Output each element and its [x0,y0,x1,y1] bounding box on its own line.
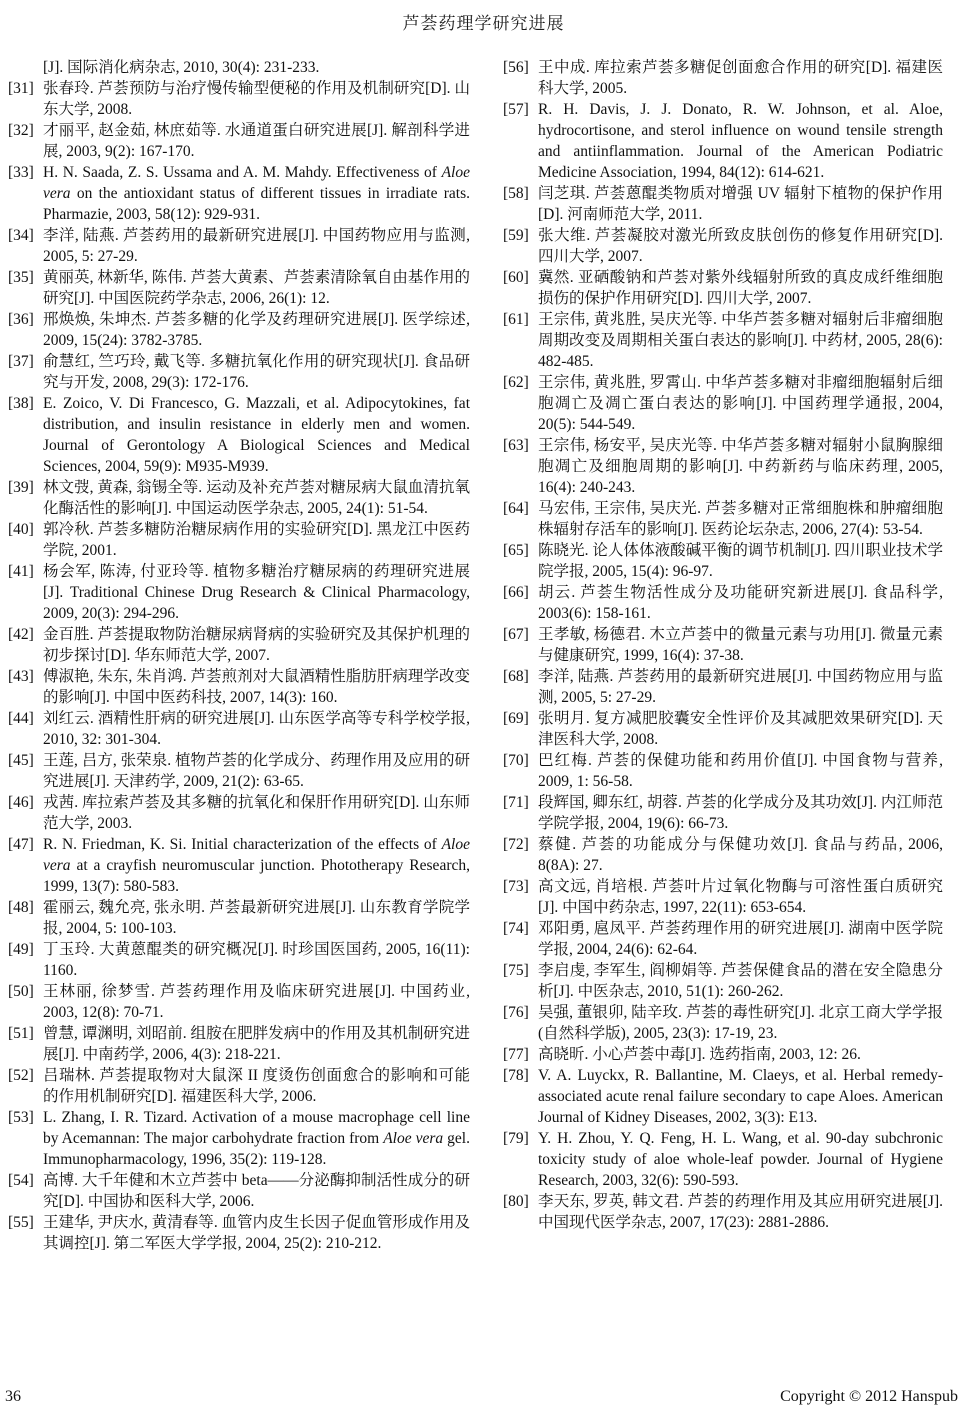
reference-number: [80] [503,1193,529,1210]
reference-entry [503,708,943,750]
reference-text: 张大维. 芦荟凝胶对激光所致皮肤创伤的修复作用研究[D]. 四川大学, 2007. [538,227,943,265]
reference-entry [503,498,943,540]
reference-text: 李启虔, 李军生, 阎柳娟等. 芦荟保健食品的潜在安全隐患分析[J]. 中医杂志, 2010, 51(1): 260-262. [538,962,943,1000]
reference-text: 曾慧, 谭渊明, 刘昭前. 组胺在肥胖发病中的作用及其机制研究进展[J]. 中南药学, 2006, 4(3): 218-221. [43,1025,470,1063]
reference-number: [58] [503,185,529,202]
reference-number: [62] [503,374,529,391]
reference-entry [8,225,470,267]
reference-text: 高文远, 肖培根. 芦荟叶片过氧化物酶与可溶性蛋白质研究[J]. 中国中药杂志, 1997, 22(11): 653-654. [538,878,943,916]
reference-number: [59] [503,227,529,244]
reference-entry [8,834,470,897]
reference-text: 胡云. 芦荟生物活性成分及功能研究新进展[J]. 食品科学, 2003(6): 158-161. [538,584,943,622]
reference-number: [45] [8,752,34,769]
reference-text: 傅淑艳, 朱东, 朱肖鸿. 芦荟煎剂对大鼠酒精性脂肪肝病理学改变的影响[J]. 中国中医药科技, 2007, 14(3): 160. [43,668,470,706]
reference-entry [8,1023,470,1065]
reference-number: [50] [8,983,34,1000]
reference-entry [503,876,943,918]
reference-number: [34] [8,227,34,244]
reference-number: [31] [8,80,34,97]
reference-number: [51] [8,1025,34,1042]
reference-entry [8,393,470,477]
reference-text: 张春玲. 芦荟预防与治疗慢传输型便秘的作用及机制研究[D]. 山东大学, 2008. [43,80,470,118]
reference-number: [68] [503,668,529,685]
reference-text: 王孝敏, 杨德君. 木立芦荟中的微量元素与功用[J]. 微量元素与健康研究, 1999, 16(4): 37-38. [538,626,943,664]
reference-text: H. N. Saada, Z. S. Ussama and A. M. Mahdy. Effectiveness of Aloe vera on the antioxidant status of different tissues in irradiate rats. Pharmazie, 2003, 58(12): 929-931. [43,164,470,223]
reference-text: 俞慧红, 竺巧玲, 戴飞等. 多糖抗氧化作用的研究现状[J]. 食品研究与开发, 2008, 29(3): 172-176. [43,353,470,391]
reference-entry [8,750,470,792]
reference-entry [8,981,470,1023]
reference-entry [8,309,470,351]
reference-entry [8,477,470,519]
reference-text: 冀然. 亚硒酸钠和芦荟对紫外线辐射所致的真皮成纤维细胞损伤的保护作用研究[D]. 四川大学, 2007. [538,269,943,307]
reference-entry [503,183,943,225]
reference-number: [69] [503,710,529,727]
reference-number: [53] [8,1109,34,1126]
reference-number: [71] [503,794,529,811]
reference-entry [503,834,943,876]
footer-page-number: 36 [5,1388,21,1405]
references-column-left [8,57,470,1254]
reference-text: 李天东, 罗英, 韩文君. 芦荟的药理作用及其应用研究进展[J]. 中国现代医学杂志, 2007, 17(23): 2881-2886. [538,1193,943,1231]
reference-text: 巴红梅. 芦荟的保健功能和药用价值[J]. 中国食物与营养, 2009, 1: 56-58. [538,752,943,790]
reference-entry [503,99,943,183]
reference-number: [78] [503,1067,529,1084]
reference-text: 吕瑞林. 芦荟提取物对大鼠深 II 度烫伤创面愈合的影响和可能的作用机制研究[D]. 福建医科大学, 2006. [43,1067,470,1105]
references-section [8,57,943,1254]
reference-number: [39] [8,479,34,496]
reference-number: [60] [503,269,529,286]
reference-text: L. Zhang, I. R. Tizard. Activation of a mouse macrophage cell line by Acemannan: The major carbohydrate fraction from Aloe vera gel. Immunopharmacology, 1996, 35(2): 119-128. [43,1109,470,1168]
reference-text: 金百胜. 芦荟提取物防治糖尿病肾病的实验研究及其保护机理的初步探讨[D]. 华东师范大学, 2007. [43,626,470,664]
reference-number: [76] [503,1004,529,1021]
reference-text: 刘红云. 酒精性肝病的研究进展[J]. 山东医学高等专科学校学报, 2010, 32: 301-304. [43,710,470,748]
reference-text: 闫芝琪. 芦荟蒽醌类物质对增强 UV 辐射下植物的保护作用[D]. 河南师范大学, 2011. [538,185,943,223]
reference-entry [8,120,470,162]
reference-text: 黄丽英, 林新华, 陈伟. 芦荟大黄素、芦荟素清除氧自由基作用的研究[J]. 中国医院药学杂志, 2006, 26(1): 12. [43,269,470,307]
reference-number: [43] [8,668,34,685]
reference-text: 吴强, 董银卯, 陆辛玫. 芦荟的毒性研究[J]. 北京工商大学学报(自然科学版), 2005, 23(3): 17-19, 23. [538,1004,943,1042]
reference-entry [8,162,470,225]
reference-text: 王莲, 吕方, 张荣泉. 植物芦荟的化学成分、药理作用及应用的研究进展[J]. 天津药学, 2009, 21(2): 63-65. [43,752,470,790]
reference-entry [503,372,943,435]
reference-number: [66] [503,584,529,601]
reference-entry [503,1128,943,1191]
reference-text: R. N. Friedman, K. Si. Initial characterization of the effects of Aloe vera at a crayfish neuromuscular junction. Phototherapy Research, 1999, 13(7): 580-583. [43,836,470,895]
reference-text: 王宗伟, 杨安平, 吴庆光等. 中华芦荟多糖对辐射小鼠胸腺细胞凋亡及细胞周期的影响[J]. 中药新药与临床药理, 2005, 16(4): 240-243. [538,437,943,496]
reference-number: [49] [8,941,34,958]
reference-entry [8,78,470,120]
reference-entry [503,582,943,624]
reference-text: 蔡健. 芦荟的功能成分与保健功效[J]. 食品与药品, 2006, 8(8A): 27. [538,836,943,874]
reference-number: [41] [8,563,34,580]
reference-entry [8,267,470,309]
reference-text: 丁玉玲. 大黄蒽醌类的研究概况[J]. 时珍国医国药, 2005, 16(11): 1160. [43,941,470,979]
reference-text: 王宗伟, 黄兆胜, 吴庆光等. 中华芦荟多糖对辐射后非瘤细胞周期改变及周期相关蛋白表达的影响[J]. 中药材, 2005, 28(6): 482-485. [538,311,943,370]
reference-text: 高晓昕. 小心芦荟中毒[J]. 选药指南, 2003, 12: 26. [538,1046,861,1063]
reference-number: [37] [8,353,34,370]
reference-text: 王林丽, 徐梦雪. 芦荟药理作用及临床研究进展[J]. 中国药业, 2003, 12(8): 70-71. [43,983,470,1021]
reference-entry [8,519,470,561]
reference-number: [54] [8,1172,34,1189]
reference-text: Y. H. Zhou, Y. Q. Feng, H. L. Wang, et al. 90-day subchronic toxicity study of aloe whole-leaf powder. Journal of Hygiene Research, 2003, 32(6): 590-593. [538,1130,943,1189]
reference-number: [64] [503,500,529,517]
reference-text: 王宗伟, 黄兆胜, 罗霄山. 中华芦荟多糖对非瘤细胞辐射后细胞凋亡及凋亡蛋白表达的影响[J]. 中国药理学通报, 2004, 20(5): 544-549. [538,374,943,433]
reference-entry [8,708,470,750]
reference-entry [503,750,943,792]
reference-text: 王建华, 尹庆水, 黄清春等. 血管内皮生长因子促血管形成作用及其调控[J]. 第二军医大学学报, 2004, 25(2): 210-212. [43,1214,470,1252]
reference-number: [74] [503,920,529,937]
reference-entry [503,1191,943,1233]
reference-entry [8,1212,470,1254]
reference-number: [33] [8,164,34,181]
reference-number: [56] [503,59,529,76]
reference-text: E. Zoico, V. Di Francesco, G. Mazzali, et al. Adipocytokines, fat distribution, and insulin resistance in elderly men and women. Journal of Gerontology A Biological Sciences and Medical Sciences, 2004, 59(9): M935-M939. [43,395,470,475]
reference-text: 杨会军, 陈涛, 付亚玲等. 植物多糖治疗糖尿病的药理研究进展[J]. Traditional Chinese Drug Research & Clinical Pharmacology, 2009, 20(3): 294-296. [43,563,470,622]
reference-entry [503,540,943,582]
reference-entry [8,624,470,666]
reference-text: 高博. 大千年健和木立芦荟中 beta——分泌酶抑制活性成分的研究[D]. 中国协和医科大学, 2006. [43,1172,470,1210]
reference-text: 邢焕焕, 朱坤杰. 芦荟多糖的化学及药理研究进展[J]. 医学综述, 2009, 15(24): 3782-3785. [43,311,470,349]
reference-text: V. A. Luyckx, R. Ballantine, M. Claeys, et al. Herbal remedy-associated acute renal failure secondary to cape Aloes. American Journal of Kidney Diseases, 2002, 3(3): E13. [538,1067,943,1126]
reference-entry [503,624,943,666]
reference-text: 段辉国, 卿东红, 胡蓉. 芦荟的化学成分及其功效[J]. 内江师范学院学报, 2004, 19(6): 66-73. [538,794,943,832]
reference-number: [63] [503,437,529,454]
reference-text: 才丽平, 赵金茹, 林庶茹等. 水通道蛋白研究进展[J]. 解剖科学进展, 2003, 9(2): 167-170. [43,122,470,160]
reference-number: [61] [503,311,529,328]
reference-text: 林文弢, 黄森, 翁锡全等. 运动及补充芦荟对糖尿病大鼠血清抗氧化酶活性的影响[J]. 中国运动医学杂志, 2005, 24(1): 51-54. [43,479,470,517]
reference-number: [55] [8,1214,34,1231]
reference-entry [8,1107,470,1170]
reference-number: [77] [503,1046,529,1063]
reference-entry [503,792,943,834]
reference-entry [8,1065,470,1107]
reference-text: [J]. 国际消化病杂志, 2010, 30(4): 231-233. [43,59,320,76]
reference-entry [8,939,470,981]
references-column-right [503,57,943,1254]
reference-entry [8,666,470,708]
reference-entry [8,1170,470,1212]
reference-number: [32] [8,122,34,139]
reference-number: [65] [503,542,529,559]
reference-text: 李洋, 陆燕. 芦荟药用的最新研究进展[J]. 中国药物应用与监测, 2005, 5: 27-29. [43,227,470,265]
reference-entry [503,435,943,498]
reference-number: [47] [8,836,34,853]
reference-entry [8,792,470,834]
reference-number: [73] [503,878,529,895]
reference-text: 陈晓光. 论人体体液酸碱平衡的调节机制[J]. 四川职业技术学院学报, 2005, 15(4): 96-97. [538,542,943,580]
reference-number: [48] [8,899,34,916]
reference-entry [503,267,943,309]
reference-entry [503,1065,943,1128]
reference-text: 马宏伟, 王宗伟, 吴庆光. 芦荟多糖对正常细胞株和肿瘤细胞株辐射存活车的影响[J]. 医药论坛杂志, 2006, 27(4): 53-54. [538,500,943,538]
reference-number: [40] [8,521,34,538]
reference-number: [75] [503,962,529,979]
reference-number: [57] [503,101,529,118]
reference-entry [503,309,943,372]
reference-number: [67] [503,626,529,643]
reference-text: R. H. Davis, J. J. Donato, R. W. Johnson, et al. Aloe, hydrocortisone, and sterol influence on wound tensile strength and antiinflammation. Journal of the American Podiatric Medicine Association, 1994, 84(12): 614-621. [538,101,943,181]
reference-entry [503,1044,943,1065]
reference-number: [79] [503,1130,529,1147]
page-header-title: 芦荟药理学研究进展 [402,14,565,33]
reference-entry [503,960,943,1002]
footer-copyright: Copyright © 2012 Hanspub [780,1388,958,1405]
reference-text: 王中成. 库拉索芦荟多糖促创面愈合作用的研究[D]. 福建医科大学, 2005. [538,59,943,97]
reference-entry [8,57,470,78]
reference-entry [503,225,943,267]
reference-entry [503,918,943,960]
reference-number: [36] [8,311,34,328]
reference-number: [42] [8,626,34,643]
reference-entry [503,57,943,99]
reference-number: [46] [8,794,34,811]
reference-text: 郭冷秋. 芦荟多糖防治糖尿病作用的实验研究[D]. 黑龙江中医药学院, 2001. [43,521,470,559]
reference-entry [503,1002,943,1044]
reference-text: 张明月. 复方减肥胶囊安全性评价及其减肥效果研究[D]. 天津医科大学, 2008. [538,710,943,748]
reference-text: 李洋, 陆燕. 芦荟药用的最新研究进展[J]. 中国药物应用与监测, 2005, 5: 27-29. [538,668,943,706]
reference-text: 戎茜. 库拉索芦荟及其多糖的抗氧化和保肝作用研究[D]. 山东师范大学, 2003. [43,794,470,832]
reference-text: 霍丽云, 魏允亮, 张永明. 芦荟最新研究进展[J]. 山东教育学院学报, 2004, 5: 100-103. [43,899,470,937]
reference-number: [44] [8,710,34,727]
reference-number: [52] [8,1067,34,1084]
reference-entry [8,351,470,393]
reference-entry [8,897,470,939]
reference-text: 邓阳勇, 扈凤平. 芦荟药理作用的研究进展[J]. 湖南中医学院学报, 2004, 24(6): 62-64. [538,920,943,958]
reference-entry [8,561,470,624]
reference-number: [72] [503,836,529,853]
reference-number: [70] [503,752,529,769]
reference-number: [35] [8,269,34,286]
reference-number: [38] [8,395,34,412]
reference-entry [503,666,943,708]
